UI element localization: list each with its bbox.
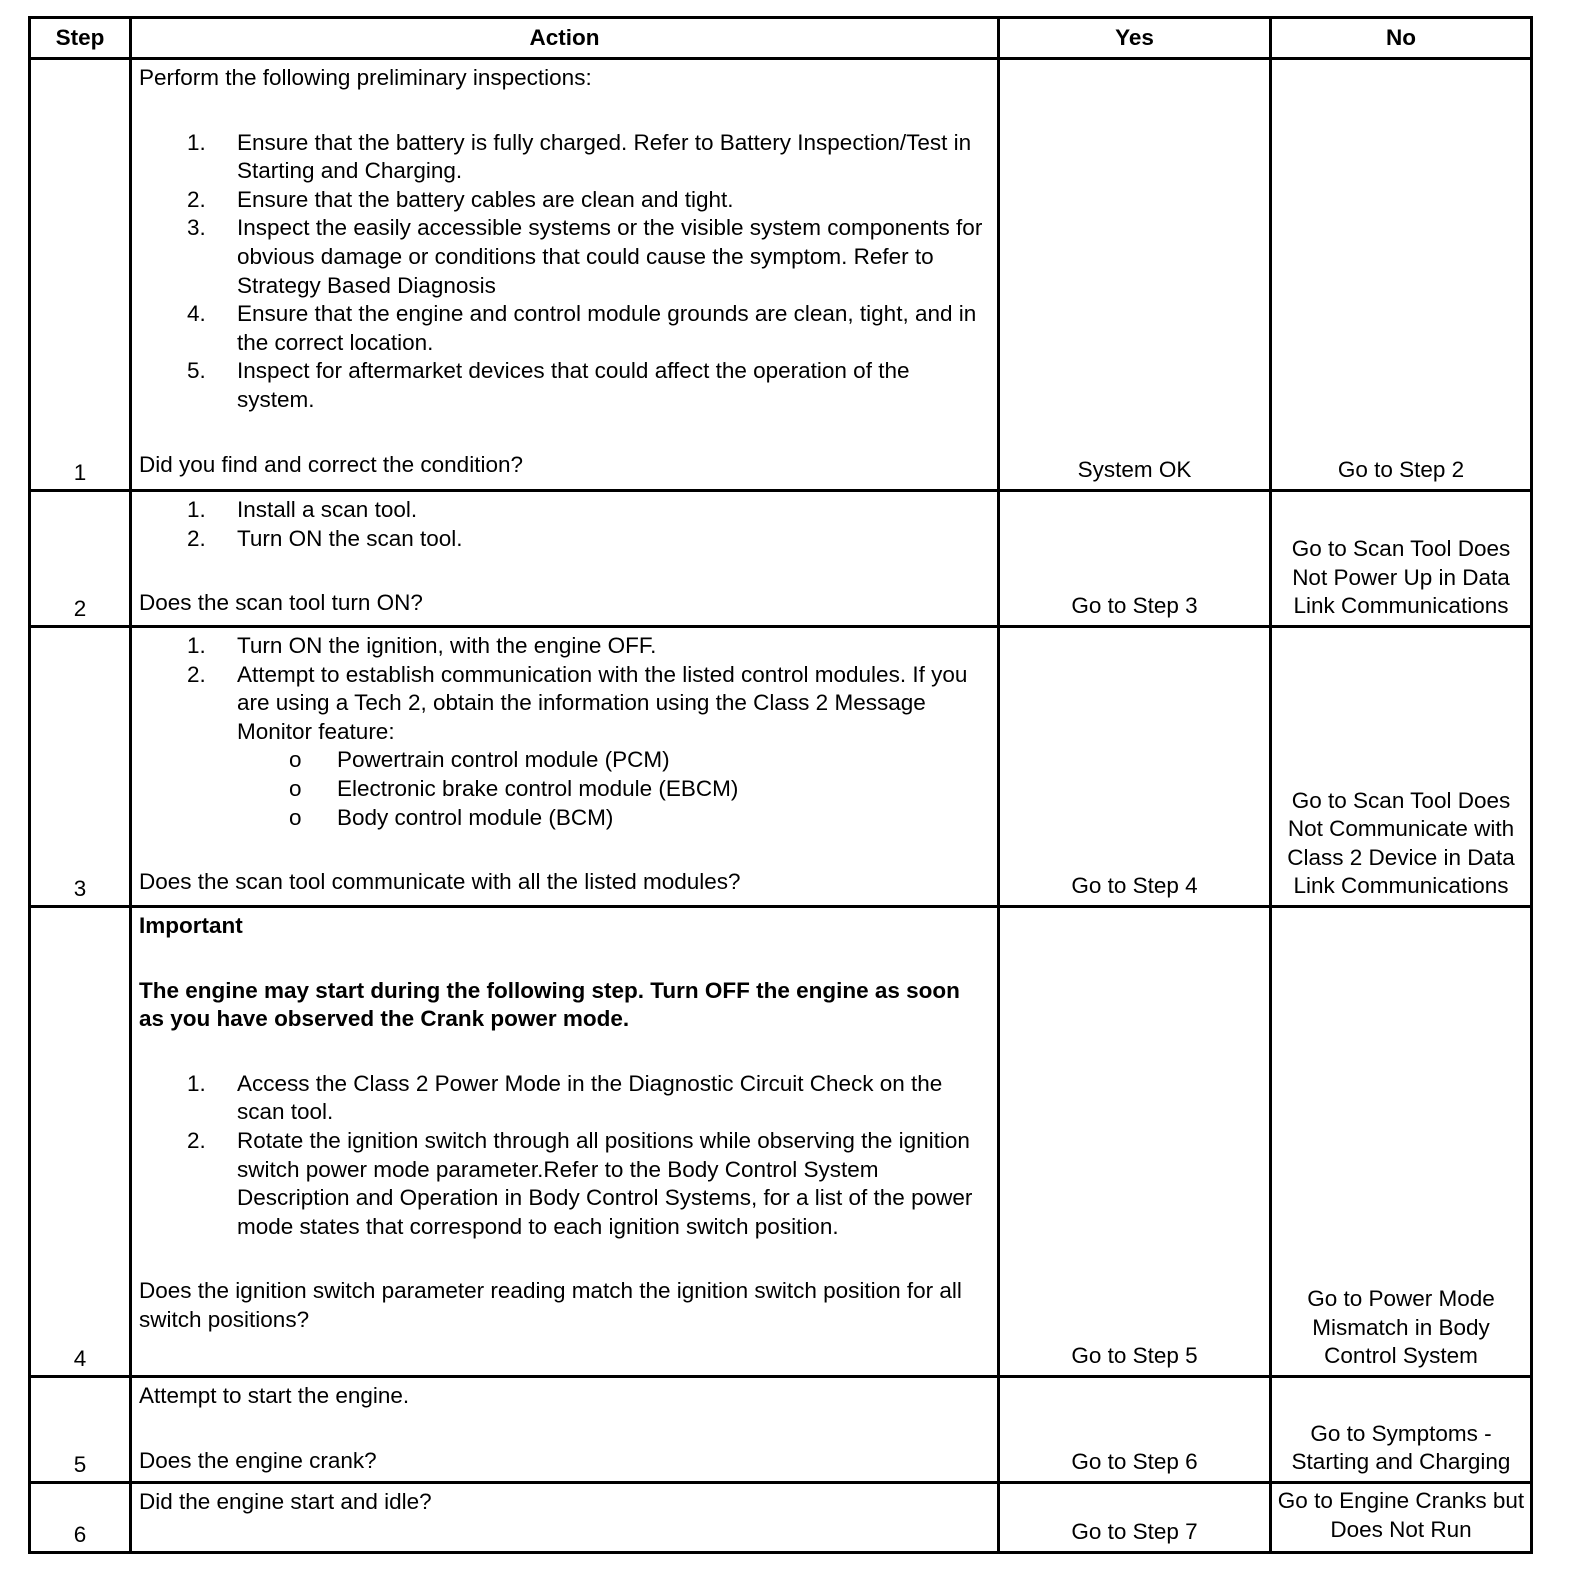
numbered-list (139, 1070, 991, 1242)
action-cell (131, 627, 999, 907)
step-number: 6 (30, 1483, 131, 1553)
no-result: Go to Scan Tool Does Not Power Up in Data Link Communications (1271, 491, 1532, 627)
list-item: o Powertrain control module (PCM) (289, 747, 670, 773)
yes-result: Go to Step 3 (999, 491, 1271, 627)
module-list (237, 746, 991, 832)
yes-result: Go to Step 4 (999, 627, 1271, 907)
list-item: 1. Turn ON the ignition, with the engine OFF. (187, 633, 657, 658)
action-intro: Attempt to start the engine. (139, 1383, 410, 1408)
table-row (30, 1483, 1532, 1553)
header-yes: Yes (999, 18, 1271, 59)
list-item: 1. Access the Class 2 Power Mode in the Diagnostic Circuit Check on the scan tool. (187, 1070, 943, 1125)
action-cell (131, 907, 999, 1377)
important-label: Important (139, 913, 243, 938)
list-item: 5. Inspect for aftermarket devices that could affect the operation of the system. (187, 358, 910, 412)
list-item: 1. Ensure that the battery is fully charged. Refer to Battery Inspection/Test in Starting and Charging. (187, 129, 972, 184)
header-step: Step (30, 18, 131, 59)
step-number: 5 (30, 1377, 131, 1483)
action-cell (131, 59, 999, 491)
list-item: o Electronic brake control module (EBCM) (289, 775, 739, 801)
header-no: No (1271, 18, 1532, 59)
numbered-list (139, 632, 991, 832)
action-cell (131, 1377, 999, 1483)
list-item: 1. Install a scan tool. (187, 497, 418, 522)
numbered-list (139, 129, 991, 415)
no-result: Go to Symptoms - Starting and Charging (1271, 1377, 1532, 1483)
yes-result: Go to Step 7 (999, 1483, 1271, 1553)
list-item: 2. Attempt to establish communication with the listed control modules. If you are using a Tech 2, obtain the information using the Class 2 Message Monitor feature: o Powertrain control module (PCM) o Electronic brake control module (EBCM) o Body control module (BCM) (139, 661, 991, 833)
table-row (30, 907, 1532, 1377)
step-number: 4 (30, 907, 131, 1377)
step-number: 2 (30, 491, 131, 627)
no-result: Go to Step 2 (1271, 59, 1532, 491)
list-item: 2. Rotate the ignition switch through all positions while observing the ignition switch power mode parameter.Refer to the Body Control System Description and Operation in Body Control Systems, for a list of the power mode states that correspond to each ignition switch position. (187, 1127, 973, 1239)
header-action: Action (131, 18, 999, 59)
no-result: Go to Engine Cranks but Does Not Run (1271, 1483, 1532, 1553)
list-item: 3. Inspect the easily accessible systems or the visible system components for obvious damage or conditions that could cause the symptom. Refer to Strategy Based Diagnosis (187, 215, 983, 298)
table-row (30, 627, 1532, 907)
warning-text: The engine may start during the following step. Turn OFF the engine as soon as you have observed the Crank power mode. (139, 977, 960, 1032)
yes-result: Go to Step 5 (999, 907, 1271, 1377)
table-row (30, 1377, 1532, 1483)
action-cell (131, 491, 999, 627)
action-question: Does the ignition switch parameter reading match the ignition switch position for all switch positions? (139, 1278, 962, 1332)
action-intro: Perform the following preliminary inspections: (139, 65, 592, 90)
list-item: 4. Ensure that the engine and control module grounds are clean, tight, and in the correct location. (187, 301, 977, 355)
numbered-list (139, 496, 991, 553)
yes-result: Go to Step 6 (999, 1377, 1271, 1483)
action-question: Did you find and correct the condition? (139, 451, 523, 477)
list-item: 2. Ensure that the battery cables are clean and tight. (187, 186, 734, 212)
action-cell (131, 1483, 999, 1553)
action-question: Does the scan tool communicate with all the listed modules? (139, 869, 741, 895)
table-row (30, 491, 1532, 627)
list-item: o Body control module (BCM) (289, 804, 614, 830)
action-question: Does the engine crank? (139, 1447, 377, 1473)
diagnostic-table (28, 16, 1533, 1554)
no-result: Go to Power Mode Mismatch in Body Control System (1271, 907, 1532, 1377)
table-row (30, 59, 1532, 491)
action-question: Did the engine start and idle? (139, 1489, 432, 1514)
step-number: 3 (30, 627, 131, 907)
header-row (30, 18, 1532, 59)
list-item: 2. Turn ON the scan tool. (187, 525, 463, 551)
yes-result: System OK (999, 59, 1271, 491)
no-result: Go to Scan Tool Does Not Communicate with Class 2 Device in Data Link Communications (1271, 627, 1532, 907)
step-number: 1 (30, 59, 131, 491)
action-question: Does the scan tool turn ON? (139, 590, 423, 616)
